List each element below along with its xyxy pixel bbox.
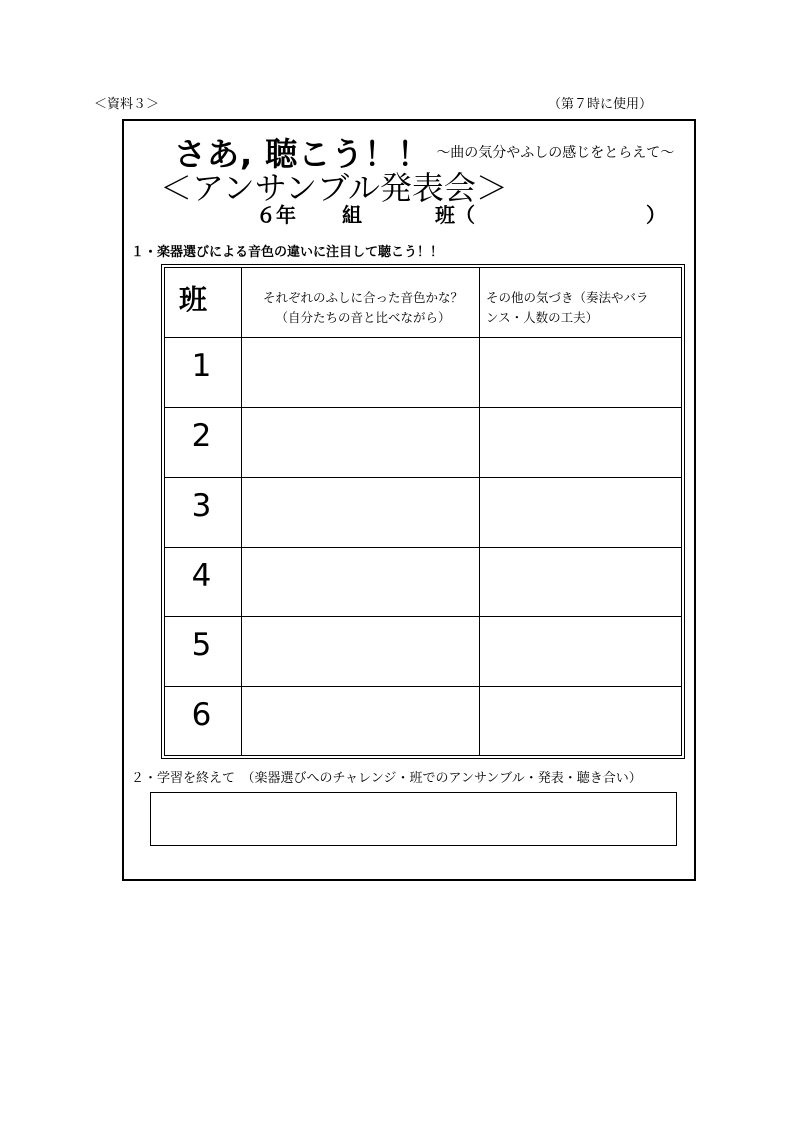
close-paren: ） [646, 203, 666, 227]
usage-note: （第７時に使用） [548, 97, 653, 112]
timbre-answer-cell[interactable] [242, 408, 480, 477]
header-timbre: それぞれのふしに合った音色かな？ （自分たちの音と比べながら） [262, 290, 463, 325]
page-title: さあ, 聴こう！！ [174, 135, 431, 173]
timbre-answer-cell[interactable] [242, 548, 480, 616]
reflection-answer-box[interactable] [150, 792, 677, 846]
group-label: 班（ [435, 203, 475, 227]
evaluation-table [164, 267, 682, 756]
table-row [165, 687, 681, 755]
timbre-answer-cell[interactable] [242, 687, 480, 755]
section1-heading: １・楽器選びによる音色の違いに注目して聴こう！！ [131, 245, 444, 260]
grade-label: ６年 [256, 203, 296, 227]
class-label: 組 [342, 203, 362, 227]
notes-answer-cell[interactable] [480, 338, 681, 407]
page-subtitle: ～曲の気分やふしの感じをとらえて～ [436, 145, 675, 161]
group-number: 2 [191, 418, 212, 454]
notes-answer-cell[interactable] [480, 617, 681, 686]
group-number: 3 [191, 488, 212, 524]
group-number: 4 [191, 558, 212, 594]
table-row [165, 408, 681, 478]
event-title: ＜アンサンブル発表会＞ [160, 169, 508, 207]
notes-answer-cell[interactable] [480, 408, 681, 477]
notes-answer-cell[interactable] [480, 548, 681, 616]
notes-answer-cell[interactable] [480, 478, 681, 547]
timbre-answer-cell[interactable] [242, 617, 480, 686]
group-number: 5 [191, 627, 212, 663]
header-other-notes: その他の気づき（奏法やバラ ンス・人数の工夫） [486, 290, 649, 325]
notes-answer-cell[interactable] [480, 687, 681, 755]
table-row [165, 478, 681, 548]
section2-heading: ２・学習を終えて （楽器選びへのチャレンジ・班でのアンサンブル・発表・聴き合い） [131, 771, 642, 786]
material-label: ＜資料３＞ [94, 97, 160, 112]
timbre-answer-cell[interactable] [242, 478, 480, 547]
table-row [165, 548, 681, 617]
header-group: 班 [179, 283, 208, 316]
group-number: 1 [191, 348, 212, 384]
table-row [165, 338, 681, 408]
table-row [165, 617, 681, 687]
group-number: 6 [191, 697, 212, 733]
timbre-answer-cell[interactable] [242, 338, 480, 407]
table-header-row [165, 268, 681, 338]
